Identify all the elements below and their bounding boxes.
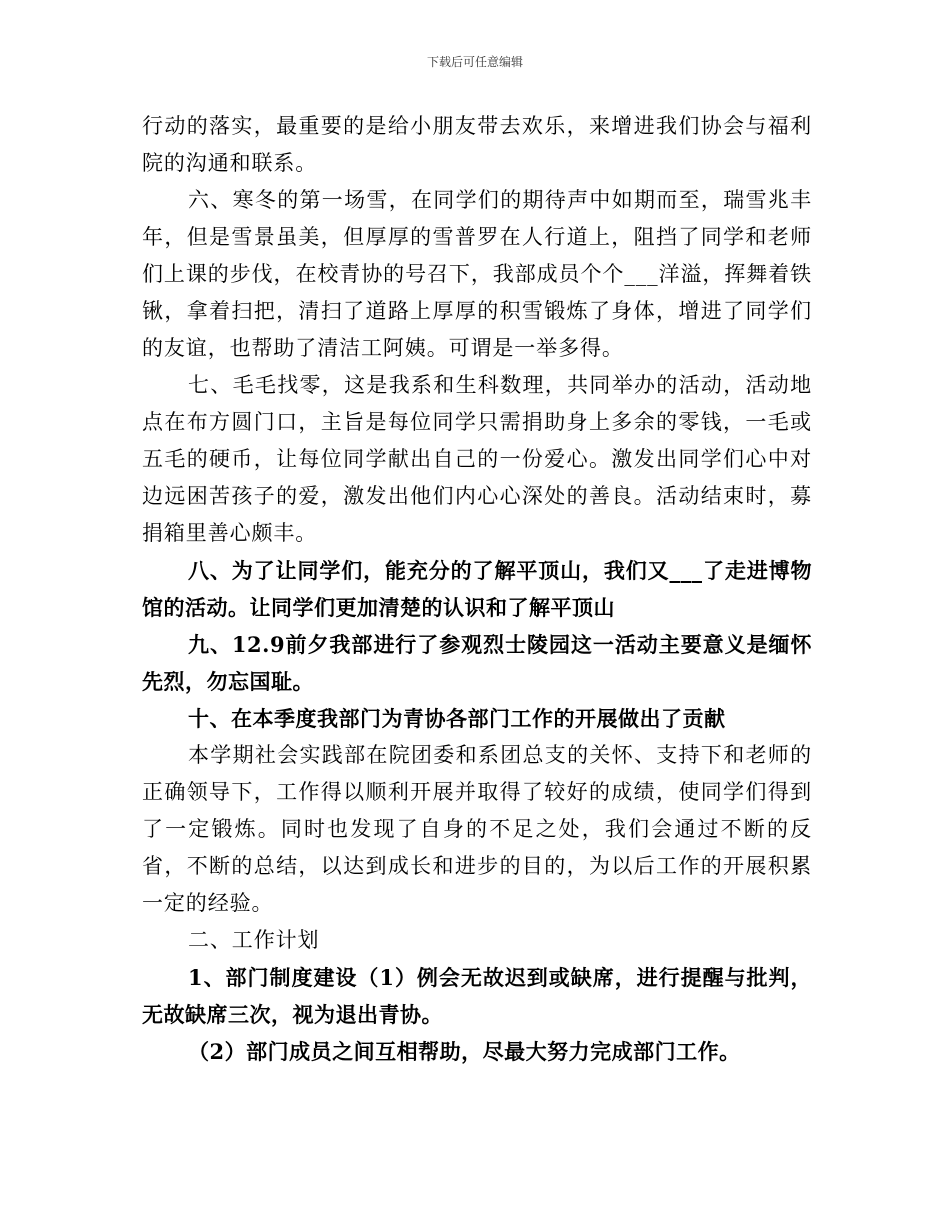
paragraph-item-7-change: 七、毛毛找零，这是我系和生科数理，共同举办的活动，活动地点在布方圆门口，主旨是每位同学只需捐助身上多余的零钱，一毛或五毛的硬币，让每位同学献出自己的一份爱心。激发出同学们心中对边远困苦孩子的爱，激发出他们内心心深处的善良。活动结束时，募捐箱里善心颇丰。 — [142, 373, 812, 545]
document-body — [142, 108, 812, 1070]
paragraph-plan-2: （2）部门成员之间互相帮助，尽最大努力完成部门工作。 — [188, 1039, 741, 1064]
section-heading-work-plan: 二、工作计划 — [188, 928, 320, 952]
paragraph-intro-continuation: 行动的落实，最重要的是给小朋友带去欢乐，来增进我们协会与福利院的沟通和联系。 — [142, 114, 812, 175]
page-header-note: 下载后可任意编辑 — [426, 55, 523, 69]
paragraph-item-10-contribution: 十、在本季度我部门为青协各部门工作的开展做出了贡献 — [188, 706, 726, 731]
paragraph-plan-1: 1、部门制度建设（1）例会无故迟到或缺席，进行提醒与批判，无故缺席三次，视为退出青协。 — [142, 965, 812, 1027]
paragraph-item-8-museum: 八、为了让同学们，能充分的了解平顶山，我们又___了走进博物馆的活动。让同学们更加清楚的认识和了解平顶山 — [142, 558, 812, 620]
paragraph-item-6-snow: 六、寒冬的第一场雪，在同学们的期待声中如期而至，瑞雪兆丰年，但是雪景虽美，但厚厚的雪普罗在人行道上，阻挡了同学和老师们上课的步伐，在校青协的号召下，我部成员个个___洋溢，挥舞着铁锹，拿着扫把，清扫了道路上厚厚的积雪锻炼了身体，增进了同学们的友谊，也帮助了清洁工阿姨。可谓是一举多得。 — [142, 188, 812, 360]
paragraph-summary: 本学期社会实践部在院团委和系团总支的关怀、支持下和老师的正确领导下，工作得以顺利开展并取得了较好的成绩，使同学们得到了一定锻炼。同时也发现了自身的不足之处，我们会通过不断的反省，不断的总结，以达到成长和进步的目的，为以后工作的开展积累一定的经验。 — [142, 743, 812, 915]
paragraph-item-9-memorial: 九、12.9前夕我部进行了参观烈士陵园这一活动主要意义是缅怀先烈，勿忘国耻。 — [142, 632, 812, 694]
